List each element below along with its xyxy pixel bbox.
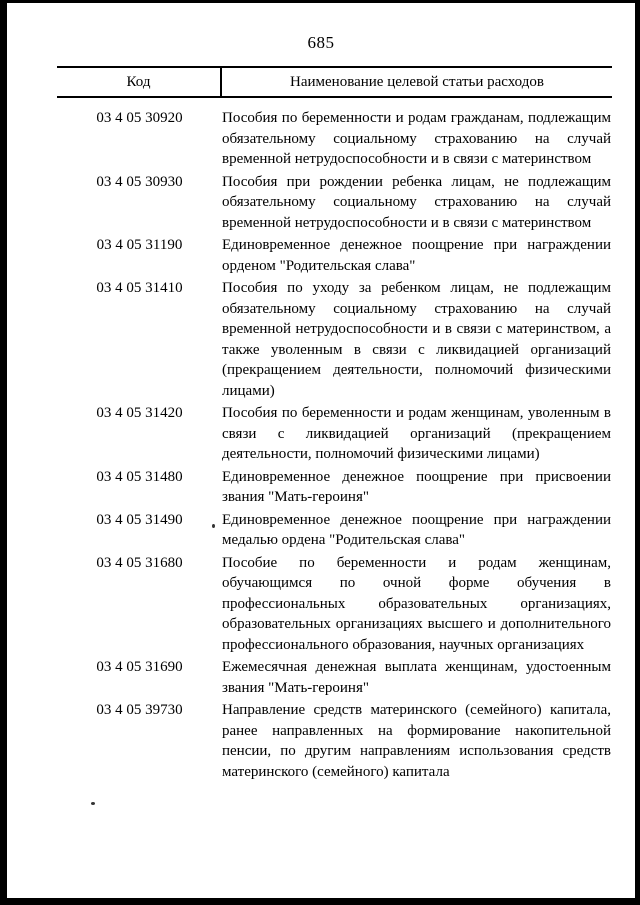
expense-codes-table xyxy=(57,66,612,782)
row-name: Ежемесячная денежная выплата женщинам, удостоенным звания "Мать-героиня" xyxy=(222,659,611,696)
table-row xyxy=(57,108,612,170)
table-row xyxy=(57,235,612,276)
row-code: 03 4 05 39730 xyxy=(96,702,183,718)
row-name: Единовременное денежное поощрение при награждении орденом "Родительская слава" xyxy=(222,237,611,274)
row-code: 03 4 05 31190 xyxy=(96,237,183,253)
table-row xyxy=(57,403,612,465)
table-row xyxy=(57,657,612,698)
row-name: Единовременное денежное поощрение при присвоении звания "Мать-героиня" xyxy=(222,468,611,505)
row-code: 03 4 05 31680 xyxy=(96,554,183,571)
row-name: Единовременное денежное поощрение при награждении медалью ордена "Родительская слава" xyxy=(222,511,611,548)
table-row xyxy=(57,553,612,656)
row-code: 03 4 05 31490 xyxy=(96,511,183,528)
table-row xyxy=(57,510,612,551)
row-code: 03 4 05 31690 xyxy=(96,659,183,675)
table-header-row xyxy=(57,66,612,98)
row-name: Пособия по беременности и родам женщинам, уволенным в связи с ликвидацией организаций (прекращением деятельности, полномочий физическими лицами) xyxy=(222,405,611,462)
table-row xyxy=(57,700,612,782)
row-code: 03 4 05 31420 xyxy=(96,405,183,421)
table-row xyxy=(57,467,612,508)
table-header-name: Наименование целевой статьи расходов xyxy=(290,74,544,90)
row-name: Направление средств материнского (семейного) капитала, ранее направленных на формирование накопительной пенсии, по другим направлениям использования средств материнского (семейного) капитала xyxy=(222,702,611,780)
row-name: Пособия при рождении ребенка лицам, не подлежащим обязательному социальному страхованию на случай временной нетрудоспособности и в связи с материнством xyxy=(222,173,611,231)
scan-artifact xyxy=(212,524,215,528)
row-name: Пособия по беременности и родам гражданам, подлежащим обязательному социальному страхованию на случай временной нетрудоспособности и в связи с материнством xyxy=(222,110,611,167)
row-code: 03 4 05 31410 xyxy=(96,280,183,296)
table-row xyxy=(57,172,612,234)
table-header-code: Код xyxy=(57,68,222,96)
row-name: Пособия по уходу за ребенком лицам, не подлежащим обязательному социальному страхованию на случай временной нетрудоспособности и в связи с материнством, а также уволенным в связи с ликвидацией организаций (прекращением деятельности, полномочий физическими лицами) xyxy=(222,280,611,399)
row-code: 03 4 05 31480 xyxy=(96,468,183,485)
page-number: 685 xyxy=(307,33,335,52)
table-row xyxy=(57,278,612,401)
row-code: 03 4 05 30920 xyxy=(96,110,183,126)
row-name: Пособие по беременности и родам женщинам, обучающимся по очной форме обучения в профессиональных образовательных организациях, образовательных организациях высшего и дополнительного профессионального образования, научных организациях xyxy=(222,554,611,653)
scan-artifact xyxy=(91,802,95,805)
row-code: 03 4 05 30930 xyxy=(96,173,183,190)
table-body xyxy=(57,108,612,782)
